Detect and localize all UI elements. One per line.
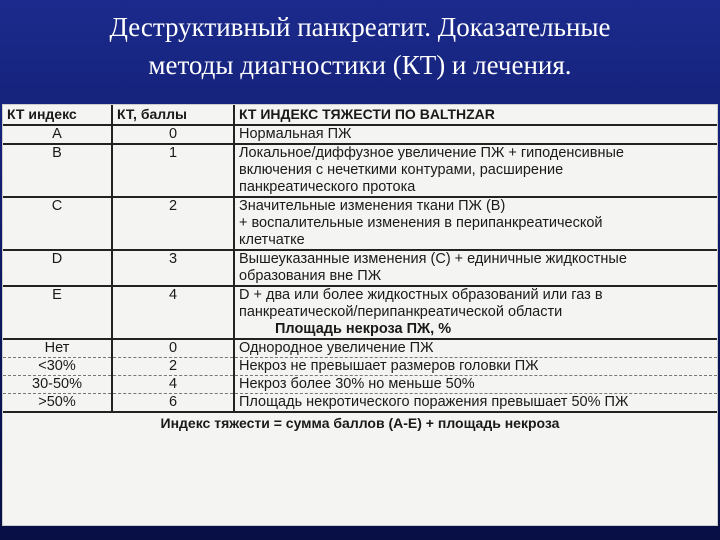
description-line: включения с нечеткими контурами, расширение xyxy=(239,162,564,178)
table-row xyxy=(3,197,717,250)
row-description xyxy=(234,125,717,144)
row-score: 3 xyxy=(112,250,234,286)
table-row xyxy=(3,125,717,144)
necrosis-score: 6 xyxy=(112,394,234,413)
description-line: Нормальная ПЖ xyxy=(239,126,352,142)
title-line-2: методы диагностики (КТ) и лечения. xyxy=(148,50,572,80)
description-line: панкреатического протока xyxy=(239,179,416,195)
necrosis-index: >50% xyxy=(3,394,112,413)
necrosis-row xyxy=(3,339,717,358)
description-line: Вышеуказанные изменения (C) + единичные жидкостные xyxy=(239,251,627,267)
severity-formula: Индекс тяжести = сумма баллов (A-E) + площадь некроза xyxy=(3,412,717,432)
necrosis-index: <30% xyxy=(3,358,112,376)
row-index: A xyxy=(3,125,112,144)
row-description xyxy=(234,286,717,321)
necrosis-row xyxy=(3,376,717,394)
row-description xyxy=(234,250,717,286)
description-line: клетчатке xyxy=(239,232,305,248)
row-description xyxy=(234,197,717,250)
description-line: Локальное/диффузное увеличение ПЖ + гиподенсивные xyxy=(239,145,624,161)
row-description xyxy=(234,144,717,197)
necrosis-subheader: Площадь некроза ПЖ, % xyxy=(234,321,717,339)
row-score: 1 xyxy=(112,144,234,197)
necrosis-index: Нет xyxy=(3,339,112,358)
balthazar-table xyxy=(3,105,717,432)
row-index: B xyxy=(3,144,112,197)
necrosis-description: Некроз не превышает размеров головки ПЖ xyxy=(234,358,717,376)
balthazar-table-sheet xyxy=(2,104,718,526)
row-index: C xyxy=(3,197,112,250)
table-row xyxy=(3,250,717,286)
row-index: E xyxy=(3,286,112,321)
necrosis-row xyxy=(3,358,717,376)
necrosis-score: 2 xyxy=(112,358,234,376)
table-footer-row xyxy=(3,412,717,432)
description-line: D + два или более жидкостных образований или газ в xyxy=(239,287,603,303)
description-line: образования вне ПЖ xyxy=(239,268,382,284)
slide-title xyxy=(0,8,720,84)
table-row xyxy=(3,286,717,321)
table-row xyxy=(3,144,717,197)
row-score: 0 xyxy=(112,125,234,144)
header-ct-index: КТ индекс xyxy=(3,105,112,125)
header-ct-score: КТ, баллы xyxy=(112,105,234,125)
necrosis-score: 0 xyxy=(112,339,234,358)
necrosis-description: Однородное увеличение ПЖ xyxy=(234,339,717,358)
description-line: Значительные изменения ткани ПЖ (B) xyxy=(239,198,506,214)
necrosis-score: 4 xyxy=(112,376,234,394)
necrosis-index: 30-50% xyxy=(3,376,112,394)
table-header-row xyxy=(3,105,717,125)
header-severity-index: КТ ИНДЕКС ТЯЖЕСТИ ПО BALTHZAR xyxy=(234,105,717,125)
row-score: 2 xyxy=(112,197,234,250)
necrosis-description: Площадь некротического поражения превышает 50% ПЖ xyxy=(239,394,629,410)
description-line: + воспалительные изменения в перипанкреатической xyxy=(239,215,603,231)
row-index: D xyxy=(3,250,112,286)
title-line-1: Деструктивный панкреатит. Доказательные xyxy=(109,12,611,42)
necrosis-subheader-row xyxy=(3,321,717,339)
description-line: панкреатической/перипанкреатической области xyxy=(239,304,563,320)
necrosis-description: Некроз более 30% но меньше 50% xyxy=(234,376,717,394)
row-score: 4 xyxy=(112,286,234,321)
necrosis-row xyxy=(3,394,717,413)
